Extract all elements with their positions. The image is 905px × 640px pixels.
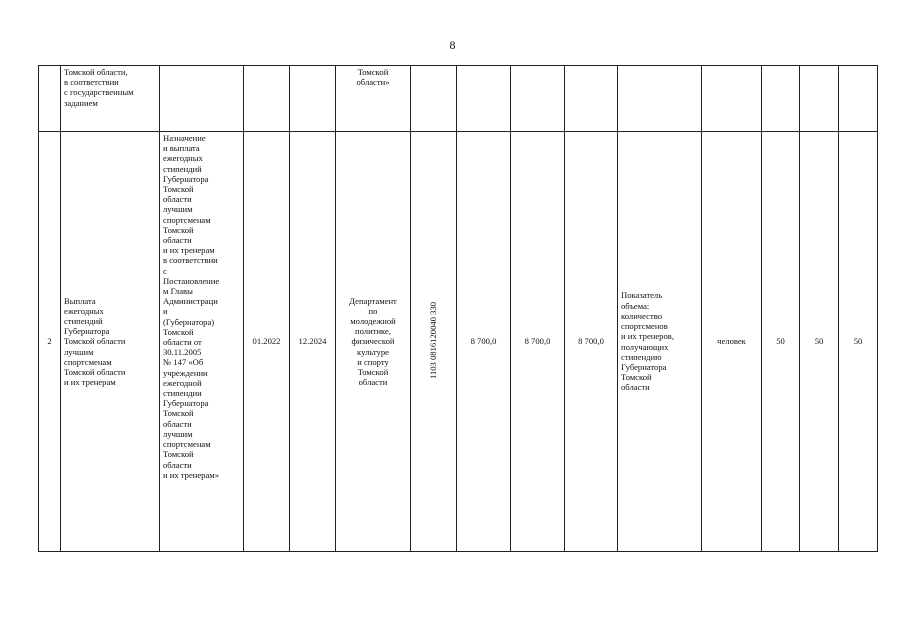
description-line: стипендии [163,388,202,399]
program-table [38,65,878,552]
description-line: ежегодных [163,153,203,164]
cell-amount-2 [511,66,565,132]
cell-code [411,66,457,132]
cell-value-2: 50 [800,132,839,552]
description-line: спортсменам [163,214,211,225]
cell-description [160,66,244,132]
description-line: лучшим [163,204,193,215]
cell-code [411,132,457,552]
executor-line: физической [351,336,395,347]
description-line: 30.11.2005 [163,347,202,358]
description-line: области [163,194,192,205]
executor-line: по [368,305,378,316]
indicator-line: Губернатора [621,361,667,372]
description-line: области [163,459,192,470]
name-line: с государственным [64,87,134,98]
cell-number [39,66,61,132]
description-line: Томской [163,184,194,195]
cell-amount-2: 8 700,0 [511,132,565,552]
description-line: Томской [163,408,194,419]
description-line: и их тренерам [163,245,215,256]
indicator-line: объема: [621,300,650,311]
name-line: Губернатора [64,326,110,337]
description-line: м Главы [163,286,193,297]
cell-amount-3 [565,66,618,132]
description-line: с [163,265,167,276]
executor-line: культуре [357,346,389,357]
name-line: лучшим [64,346,94,357]
indicator-line: количество [621,310,663,321]
description-line: в соответствии [163,255,218,266]
executor-line: Департамент [349,295,397,306]
description-line: (Губернатора) [163,316,215,327]
cell-amount-3: 8 700,0 [565,132,618,552]
cell-value-1: 50 [762,132,800,552]
cell-name [61,66,160,132]
cell-unit: человек [702,132,762,552]
description-line: Губернатора [163,398,209,409]
indicator-line: Томской [621,372,652,383]
cell-name [61,132,160,552]
executor-line: и спорту [357,356,389,367]
description-line: Губернатора [163,173,209,184]
cell-amount-1: 8 700,0 [457,132,511,552]
executor-line: Томской [357,367,389,377]
executor-line: области [358,377,388,388]
description-line: № 147 «Об [163,357,204,368]
cell-value-1 [762,66,800,132]
indicator-line: получающих [621,341,669,352]
description-line: ежегодной [163,377,202,388]
description-line: области от [163,337,202,348]
cell-value-3: 50 [839,132,878,552]
executor-line: политике, [355,326,391,337]
name-line: ежегодных [64,305,104,316]
description-line: и выплата [163,143,200,154]
name-line: Выплата [64,295,96,306]
description-line: спортсменам [163,439,211,450]
description-line: Томской [163,449,194,460]
cell-executor [336,66,411,132]
cell-end-date [290,66,336,132]
cell-indicator [618,132,702,552]
description-line: области [163,418,192,429]
indicator-line: Показатель [621,290,663,301]
indicator-line: стипендию [621,351,662,362]
name-line: Томской области [64,367,126,377]
name-line: и их тренерам [64,377,116,388]
executor-line: Томской [357,67,389,77]
description-line: Администраци [163,296,218,307]
description-line: Томской [163,224,194,235]
indicator-line: спортсменов [621,321,668,332]
description-line: и [163,306,168,317]
cell-start-date: 01.2022 [244,132,290,552]
cell-executor [336,132,411,552]
cell-amount-1 [457,66,511,132]
budget-code: 1103 0816120040 330 [428,301,439,379]
name-line: заданием [64,97,98,108]
name-line: в соответствии [64,77,119,88]
cell-start-date [244,66,290,132]
cell-value-3 [839,66,878,132]
cell-end-date: 12.2024 [290,132,336,552]
description-line: Постановление [163,275,220,286]
cell-indicator [618,66,702,132]
indicator-line: и их тренеров, [621,331,674,342]
name-line: спортсменам [64,356,112,367]
description-line: учреждении [163,367,208,378]
cell-description [160,132,244,552]
executor-line: области» [356,77,390,88]
table-row-2 [39,132,878,552]
executor-line: молодежной [350,315,396,326]
description-line: Назначение [163,133,206,143]
description-line: и их тренерам» [163,469,220,480]
name-line: стипендий [64,315,103,326]
description-line: стипендий [163,163,202,174]
name-line: Томской области [64,336,126,347]
cell-number: 2 [39,132,61,552]
table-row-continued [39,66,878,132]
cell-value-2 [800,66,839,132]
page-number: 8 [449,38,456,52]
cell-unit [702,66,762,132]
name-line: Томской области, [64,67,128,77]
indicator-line: области [621,382,650,393]
description-line: Томской [163,326,194,337]
description-line: лучшим [163,428,193,439]
description-line: области [163,235,192,246]
